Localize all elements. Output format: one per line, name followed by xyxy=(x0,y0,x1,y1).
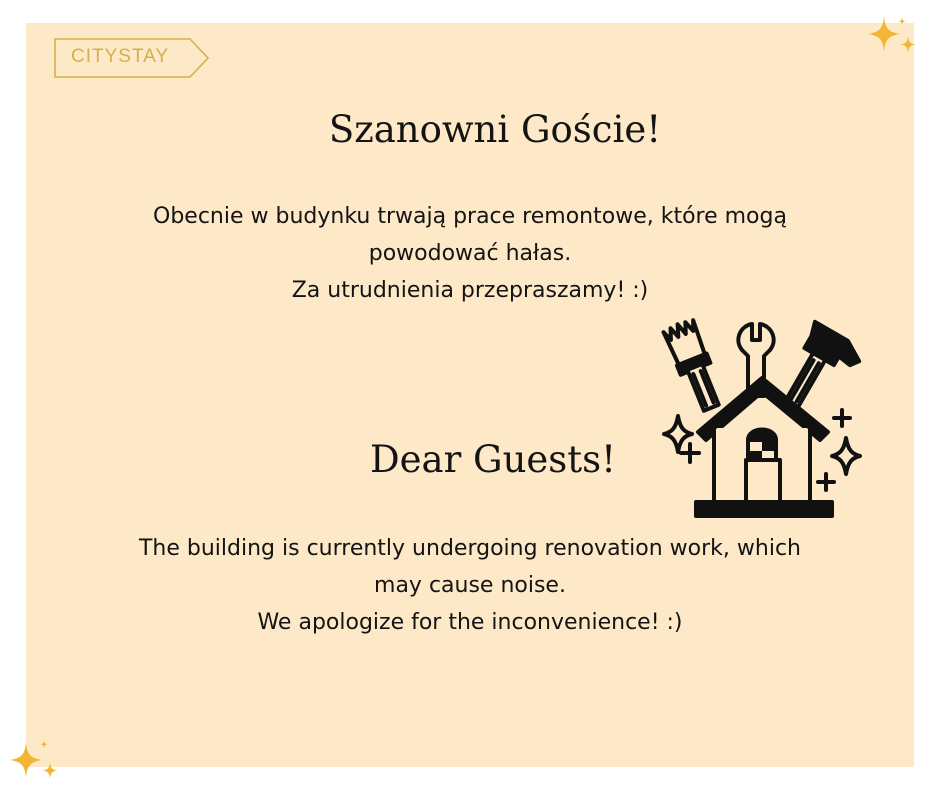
polish-line: Obecnie w budynku trwają prace remontowe, które mogą xyxy=(153,204,787,229)
english-heading: Dear Guests! xyxy=(369,438,617,481)
polish-message xyxy=(0,198,940,309)
english-line: may cause noise. xyxy=(374,573,566,598)
citystay-logo xyxy=(54,38,210,78)
polish-line: Za utrudnienia przepraszamy! :) xyxy=(291,278,649,303)
sparkle-icon xyxy=(862,14,924,60)
polish-heading: Szanowni Goście! xyxy=(328,108,662,151)
polish-line: powodować hałas. xyxy=(368,241,572,266)
logo-text: CITYSTAY xyxy=(71,46,170,67)
sparkle-icon xyxy=(4,738,66,784)
english-line: We apologize for the inconvenience! :) xyxy=(257,610,683,635)
english-line: The building is currently undergoing renovation work, which xyxy=(138,536,801,561)
house-tools-icon xyxy=(656,314,866,524)
english-message xyxy=(0,530,940,641)
